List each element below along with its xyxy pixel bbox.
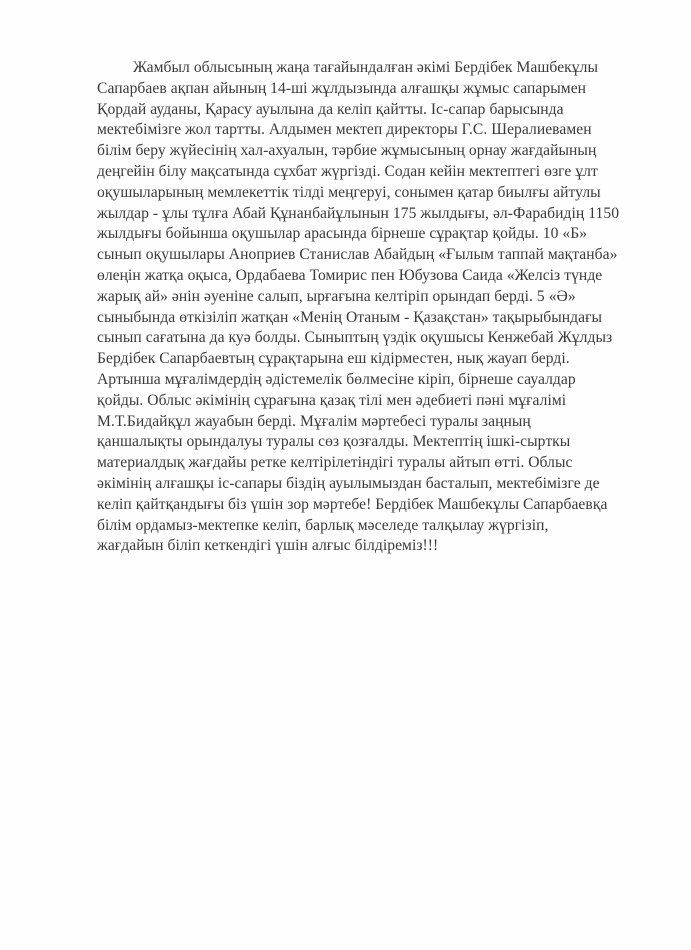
text-line: оқушыларының мемлекеттік тілді меңгеруі, сонымен қатар биылғы айтулы (97, 183, 601, 201)
text-line: мектебімізге жол тартты. Алдымен мектеп директоры Г.С. Шералиевамен (97, 121, 592, 139)
text-line: сыныбында өткізіліп жатқан «Менің Отаным - Қазақстан» тақырыбындағы (97, 308, 603, 326)
text-line: сынып оқушылары Аноприев Станислав Абайдың «Ғылым таппай мақтанба» (97, 246, 618, 264)
text-line: Жамбыл облысының жаңа тағайындалған әкімі Бердібек Машбекұлы (133, 59, 598, 76)
text-line: келіп қайтқандығы біз үшін зор мәртебе! Бердібек Машбекұлы Сапарбаевқа (97, 495, 608, 513)
text-line: Қордай ауданы, Қарасу ауылына да келіп қайтты. Іс-сапар барысында (97, 100, 564, 118)
text-line: Артынша мұғалімдердің әдістемелік бөлмесіне кіріп, бірнеше сауалдар (97, 370, 576, 388)
text-line: Сапарбаев ақпан айының 14-ші жұлдызында алғашқы жұмыс сапарымен (97, 79, 587, 97)
text-line: білім беру жүйесінің хал-ахуалын, тәрбие жұмысының орнау жағдайының (97, 142, 597, 160)
text-line: М.Т.Бидайқұл жауабын берді. Мұғалім мәртебесі туралы заңның (97, 412, 531, 430)
text-line: сынып сағатына да куә болды. Сыныптың үздік оқушысы Кенжебай Жұлдыз (97, 329, 613, 347)
text-line: қаншалықты орындалуы туралы сөз қозғалды. Мектептің ішкі-сырткы (97, 433, 571, 451)
text-line: жарық ай» әнін әуеніне салып, ырғағына келтіріп орындап берді. 5 «Ә» (97, 287, 576, 305)
text-line: қойды. Облыс әкімінің сұрағына қазақ тілі мен әдебиеті пәні мұғалімі (97, 391, 567, 409)
text-line: әкімінің алғашқы іс-сапары біздің ауылымыздан басталып, мектебімізге де (97, 474, 600, 492)
text-line: Бердібек Сапарбаевтың сұрақтарына еш кідірместен, нық жауап берді. (97, 350, 570, 368)
text-line: өлеңін жатқа оқыса, Ордабаева Томирис пен Юбузова Саида «Желсіз түнде (97, 266, 603, 284)
text-line: білім ордамыз-мектепке келіп, барлық мәселеде талқылау жүргізіп, (97, 516, 549, 534)
text-line: деңгейін білу мақсатында сұхбат жүргізді. Содан кейін мектептегі өзге ұлт (97, 162, 598, 180)
document-paragraph (97, 58, 627, 557)
text-line: материалдық жағдайы ретке келтірілетіндігі туралы айтып өтті. Облыс (97, 454, 573, 472)
text-line: жылдар - ұлы тұлға Абай Құнанбайұлынын 175 жылдығы, әл-Фарабидің 1150 (97, 204, 620, 222)
text-line: жағдайын біліп кеткендігі үшін алғыс білдіреміз!!! (97, 537, 439, 555)
text-line: жылдығы бойынша оқушылар арасында бірнеше сұрақтар қойды. 10 «Б» (97, 225, 588, 243)
